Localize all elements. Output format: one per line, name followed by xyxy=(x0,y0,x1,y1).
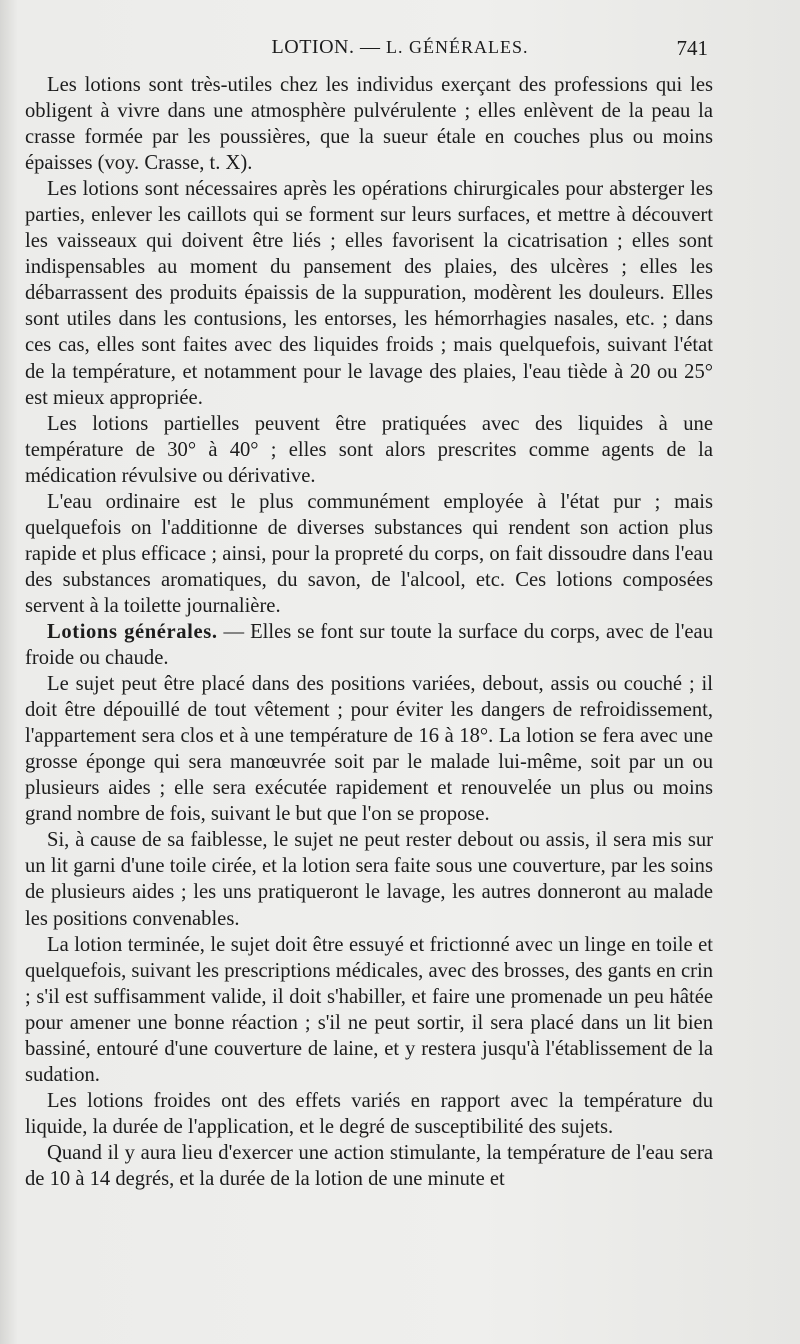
paragraph-5 xyxy=(25,619,713,671)
paragraph-4: L'eau ordinaire est le plus communément employée à l'état pur ; mais quelquefois on l'additionne de diverses substances qui rendent son action plus rapide et plus efficace ; ainsi, pour la propreté du corps, on fait dissoudre dans l'eau des substances aromatiques, du savon, de l'alcool, etc. Ces lotions composées servent à la toilette journalière. xyxy=(25,490,713,617)
header-title: LOTION. xyxy=(271,36,355,58)
paragraph-2: Les lotions sont nécessaires après les opérations chirurgicales pour absterger les parties, enlever les caillots qui se forment sur leurs surfaces, et mettre à découvert les vaisseaux qui doivent être liés ; elles favorisent la cicatrisation ; elles sont indispensables au moment du pansement des plaies, des ulcères ; elles les débarrassent des produits épaissis de la suppuration, modèrent les douleurs. Elles sont utiles dans les contusions, les entorses, les hémorrhagies nasales, etc. ; dans ces cas, elles sont faites avec des liquides froids ; mais quelquefois, suivant l'état de la température, et notamment pour le lavage des plaies, l'eau tiède à 20 ou 25° est mieux appropriée. xyxy=(25,178,713,409)
paragraph-5-text: — Elles se font sur toute la surface du corps, avec de l'eau froide ou chaude. xyxy=(25,620,713,670)
paragraph-7: Si, à cause de sa faiblesse, le sujet ne peut rester debout ou assis, il sera mis sur un lit garni d'une toile cirée, et la lotion sera faite sous une couverture, par les soins de plusieurs aides ; les uns pratiqueront le lavage, les autres donneront au malade les positions convenables. xyxy=(25,829,713,930)
running-header xyxy=(0,36,800,72)
paragraph-6: Le sujet peut être placé dans des positions variées, debout, assis ou couché ; il doit être dépouillé de tout vêtement ; pour éviter les dangers de refroidissement, l'appartement sera clos et à une température de 16 à 18°. La lotion se fera avec une grosse éponge qui sera manœuvrée soit par le malade lui-même, soit par un ou plusieurs aides ; elle sera exécutée rapidement et renouvelée un plus ou moins grand nombre de fois, suivant le but que l'on se propose. xyxy=(25,673,713,826)
section-heading: Lotions générales. xyxy=(47,620,218,643)
body-text xyxy=(25,72,713,1192)
page-number: 741 xyxy=(676,36,708,60)
paragraph-3: Les lotions partielles peuvent être pratiquées avec des liquides à une température de 30° à 40° ; elles sont alors prescrites comme agents de la médication révulsive ou dérivative. xyxy=(25,412,713,487)
paragraph-1: Les lotions sont très-utiles chez les individus exerçant des professions qui les obligent à vivre dans une atmosphère pulvérulente ; elles enlèvent de la peau la crasse formée par les poussières, que la sueur étale en couches plus ou moins épaisses (voy. Crasse, t. X). xyxy=(25,74,713,175)
header-subtitle: L. GÉNÉRALES. xyxy=(385,37,529,57)
paragraph-8: La lotion terminée, le sujet doit être essuyé et frictionné avec un linge en toile et quelquefois, suivant les prescriptions médicales, avec des brosses, des gants en crin ; s'il est suffisamment valide, il doit s'habiller, et faire une promenade un peu hâtée pour amener une bonne réaction ; s'il ne peut sortir, il sera placé dans un lit bien bassiné, entouré d'une couverture de laine, et y restera jusqu'à l'établissement de la sudation. xyxy=(25,933,713,1086)
header-dash: — xyxy=(354,36,386,58)
paragraph-10: Quand il y aura lieu d'exercer une action stimulante, la température de l'eau sera de 10 à 14 degrés, et la durée de la lotion de une minute et xyxy=(25,1141,713,1190)
paragraph-9: Les lotions froides ont des effets variés en rapport avec la température du liquide, la durée de l'application, et le degré de susceptibilité des sujets. xyxy=(25,1089,713,1138)
